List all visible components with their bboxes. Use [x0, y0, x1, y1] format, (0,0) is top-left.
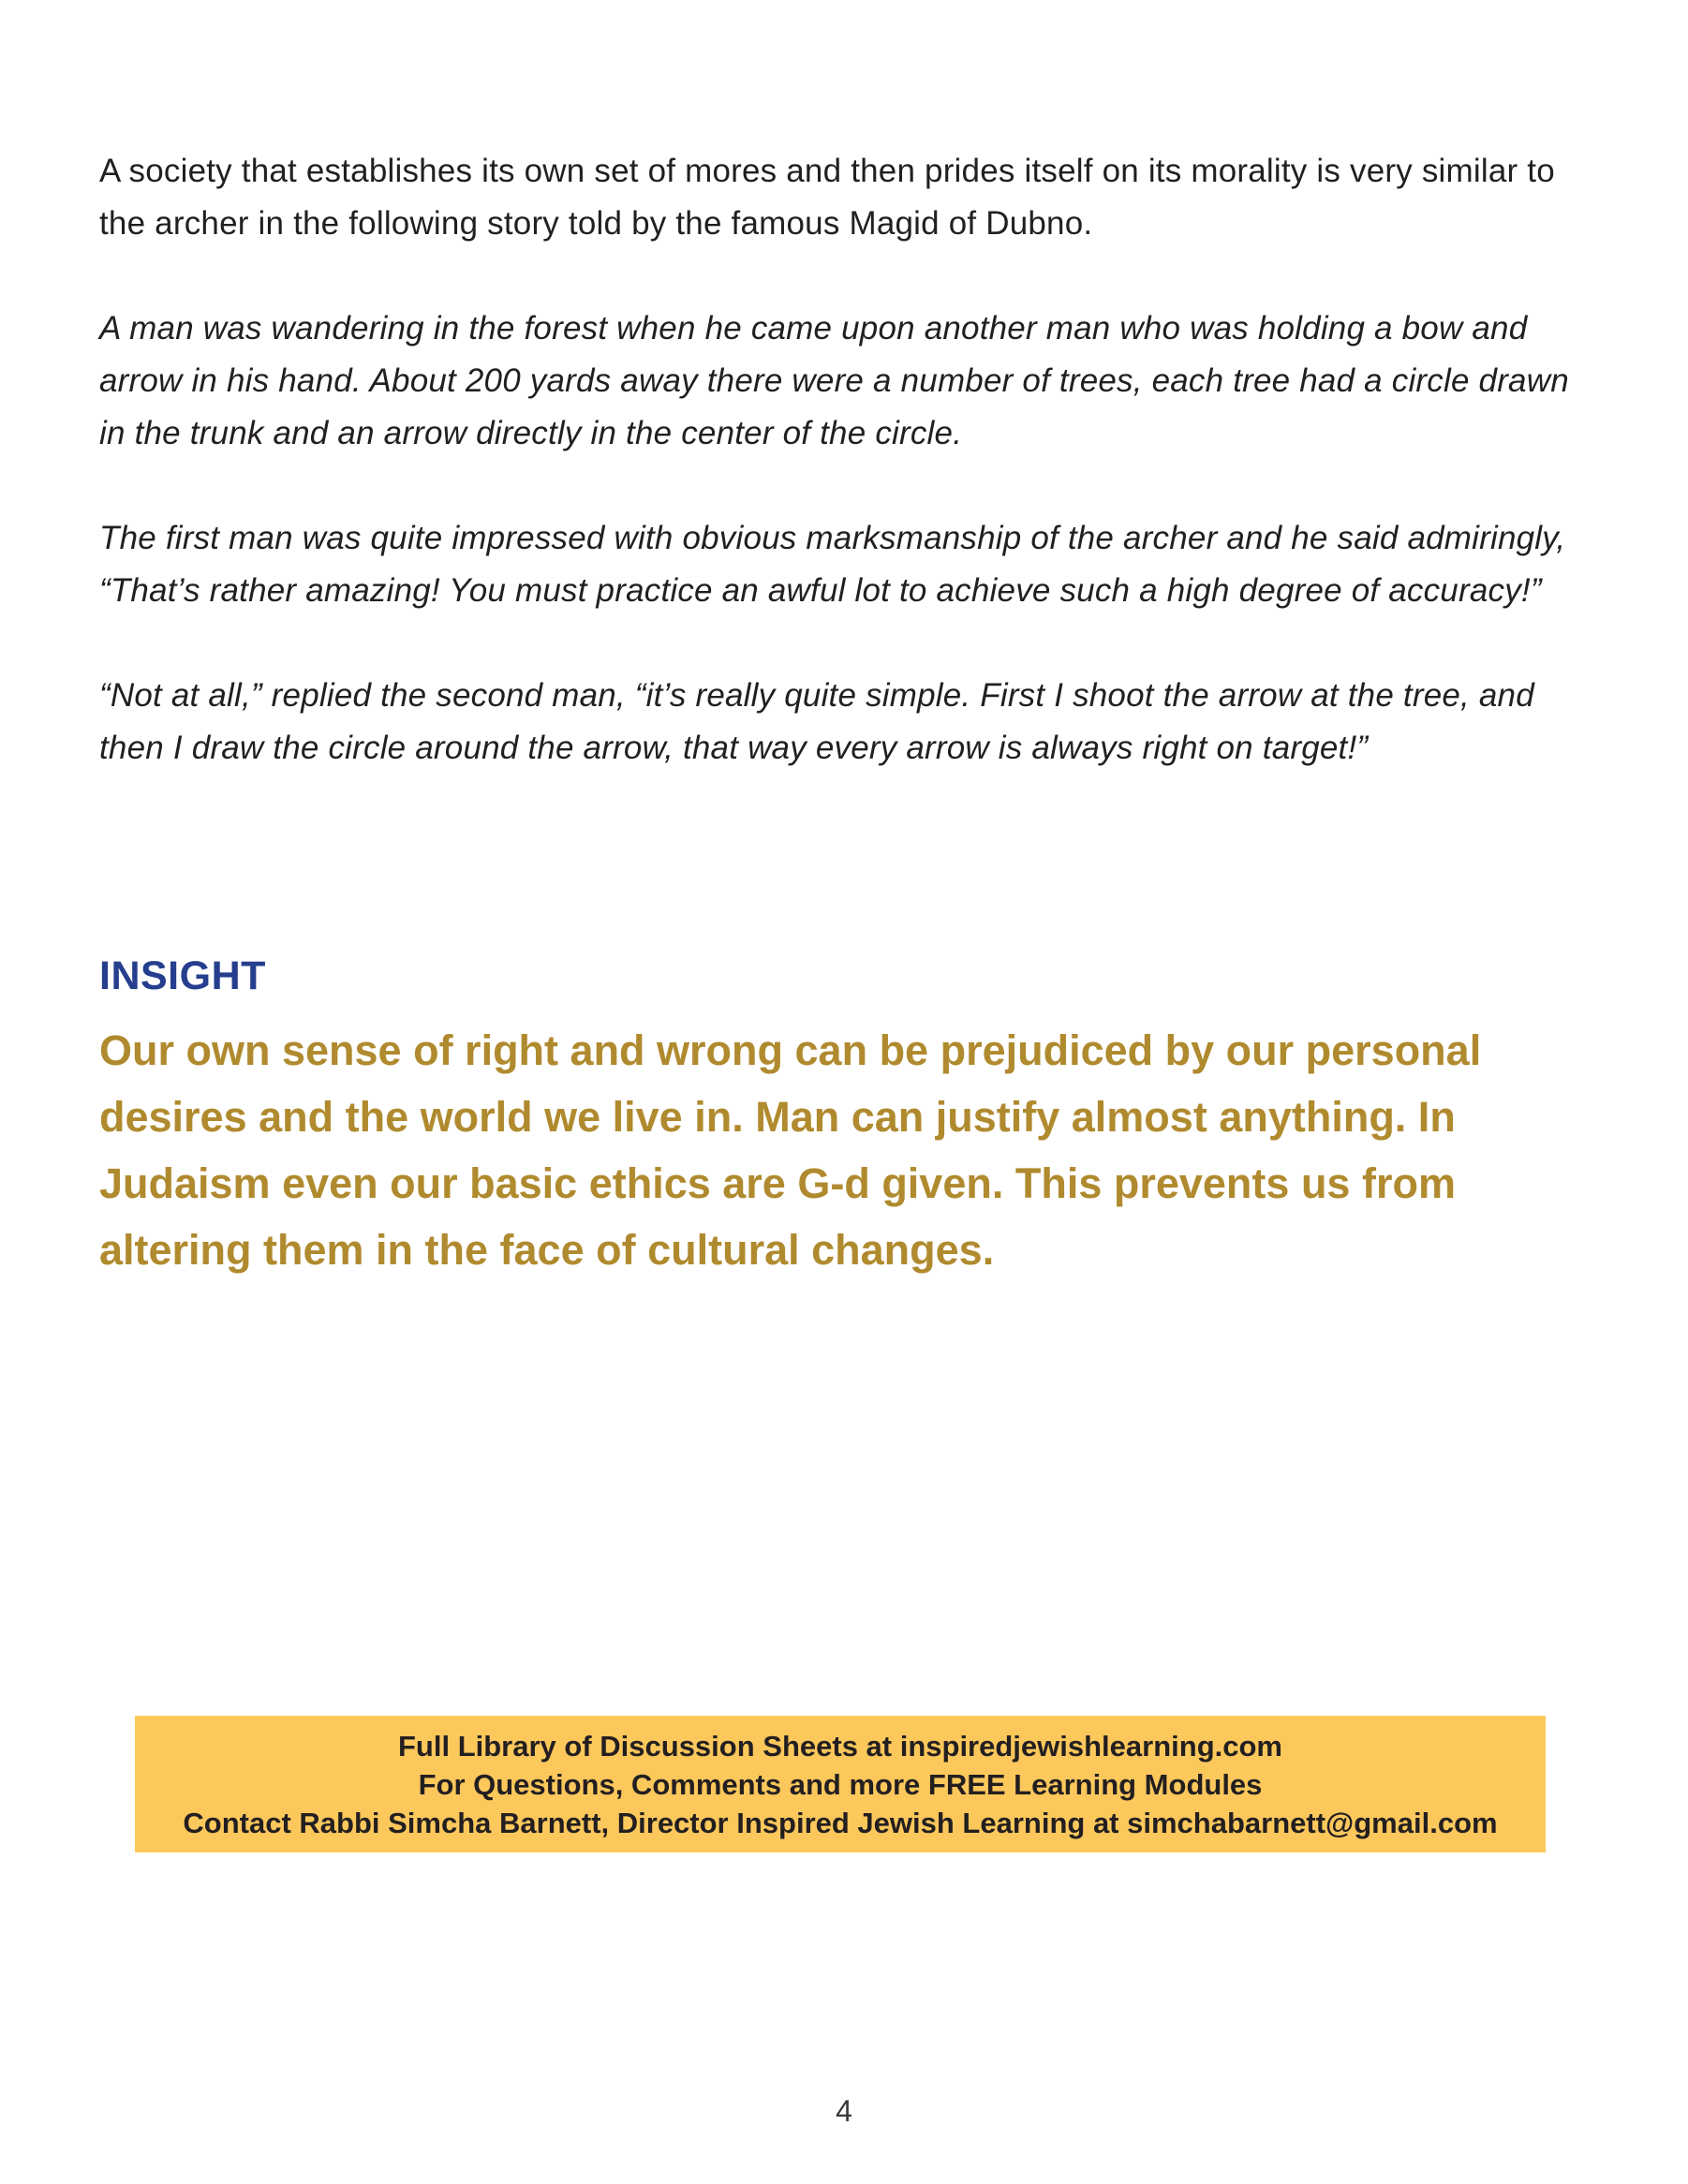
- page-number: 4: [836, 2094, 852, 2128]
- main-text: [99, 145, 1598, 775]
- story-paragraph-1: A man was wandering in the forest when he came upon another man who was holding a bow and arrow in his hand. About 200 yards away there were a number of trees, each tree had a circle drawn in the trunk and an arrow directly in the center of the circle.: [99, 310, 1569, 451]
- intro-paragraph: A society that establishes its own set of mores and then prides itself on its morality is very similar to the archer in the following story told by the famous Magid of Dubno.: [99, 153, 1555, 242]
- footer-banner: [135, 1716, 1546, 1852]
- insight-text: Our own sense of right and wrong can be prejudiced by our personal desires and the world we live in. Man can justify almost anything. In Judaism even our basic ethics are G-d given. This prevents us from altering them in the face of cultural changes.: [99, 1026, 1482, 1274]
- footer-library-line: Full Library of Discussion Sheets at inspiredjewishlearning.com: [397, 1729, 1282, 1763]
- footer-contact-line: Contact Rabbi Simcha Barnett, Director Inspired Jewish Learning at simchabarnett@gmail.com: [183, 1806, 1498, 1839]
- footer-questions-line: For Questions, Comments and more FREE Learning Modules: [418, 1767, 1263, 1801]
- story-paragraph-2: The first man was quite impressed with obvious marksmanship of the archer and he said admiringly, “That’s rather amazing! You must practice an awful lot to achieve such a high degree of accuracy!”: [99, 520, 1566, 609]
- insight-heading: INSIGHT: [99, 953, 266, 998]
- story-paragraph-3: “Not at all,” replied the second man, “it’s really quite simple. First I shoot the arrow at the tree, and then I draw the circle around the arrow, that way every arrow is always right on target!”: [99, 677, 1534, 766]
